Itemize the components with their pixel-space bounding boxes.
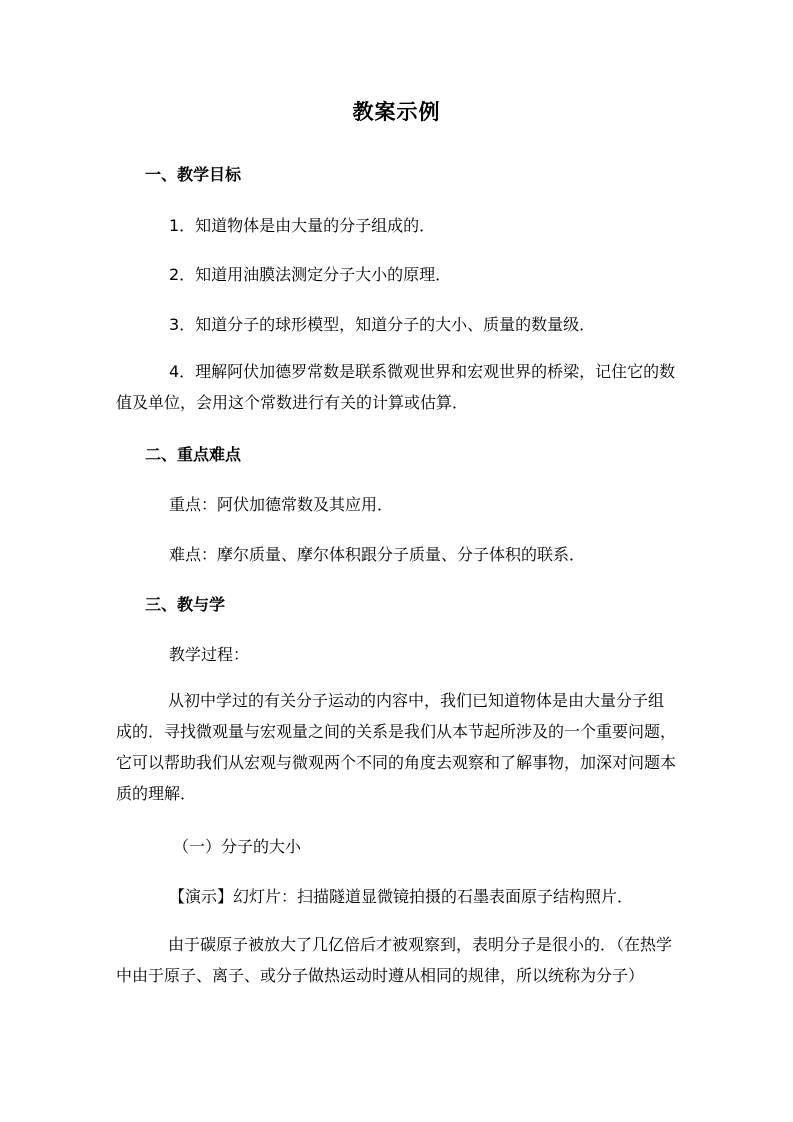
page-title: 教案示例 [352, 100, 441, 124]
closing-paragraph: 由于碳原子被放大了几亿倍后才被观察到，表明分子是很小的．（在热学中由于原子、离子、或分子做热运动时遵从相同的规律，所以统称为分子） [116, 935, 673, 985]
objective-item-1: 1．知道物体是由大量的分子组成的． [169, 216, 436, 235]
objective-item-2: 2．知道用油膜法测定分子大小的原理． [169, 265, 452, 284]
section-heading-teaching: 三、教与学 [145, 595, 226, 614]
objective-item-4: 4．理解阿伏加德罗常数是联系微观世界和宏观世界的桥梁，记住它的数值及单位，会用这个常数进行有关的计算或估算． [116, 362, 676, 412]
section-heading-key-points: 二、重点难点 [145, 445, 242, 464]
section-heading-objectives: 一、教学目标 [145, 165, 242, 184]
key-point-text: 重点：阿伏加德常数及其应用． [169, 495, 394, 514]
process-label: 教学过程： [169, 645, 250, 664]
demo-line: 【演示】幻灯片：扫描隧道显微镜拍摄的石墨表面原子结构照片． [169, 887, 634, 906]
subsection-title: （一）分子的大小 [173, 837, 302, 856]
objective-item-3: 3．知道分子的球形模型，知道分子的大小、质量的数量级． [169, 315, 596, 334]
intro-paragraph: 从初中学过的有关分子运动的内容中，我们已知道物体是由大量分子组成的．寻找微观量与宏观量之间的关系是我们从本节起所涉及的一个重要问题，它可以帮助我们从宏观与微观两个不同的角度去观察和了解事物，加深对问题本质的理解． [116, 691, 677, 803]
difficulty-text: 难点：摩尔质量、摩尔体积跟分子质量、分子体积的联系． [169, 545, 586, 564]
